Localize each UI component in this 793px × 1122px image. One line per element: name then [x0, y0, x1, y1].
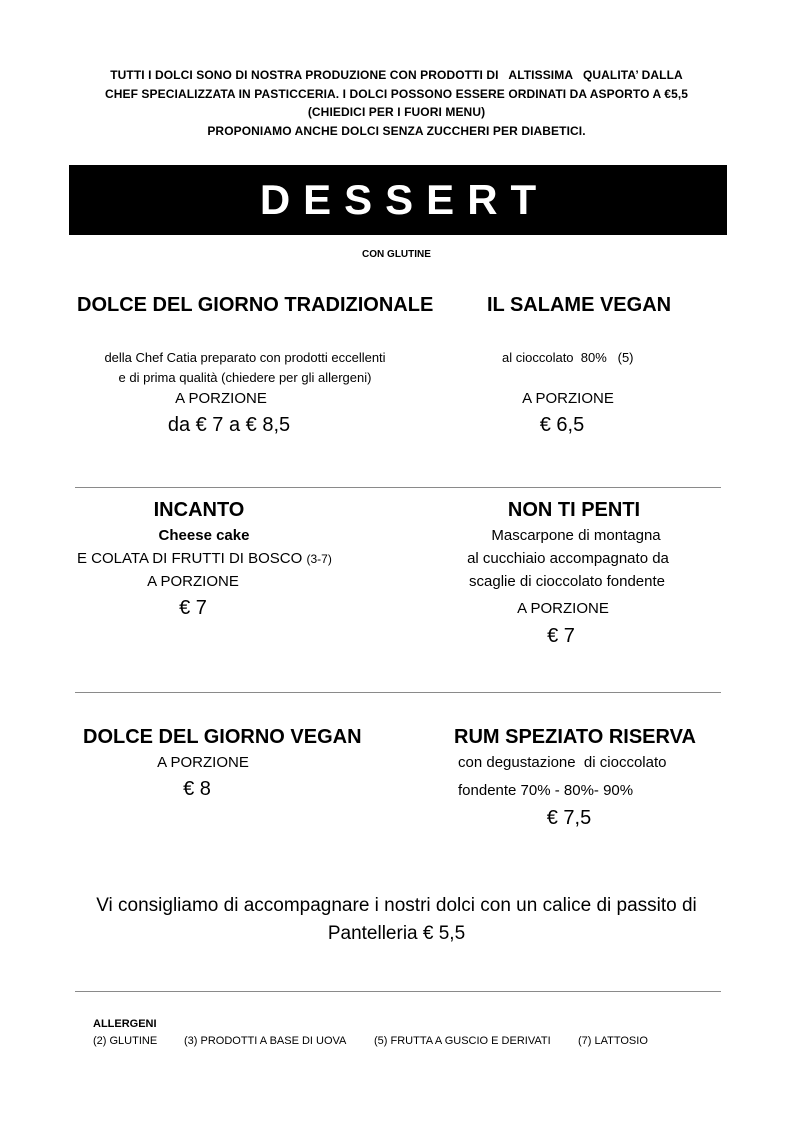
- banner-title: DESSERT: [259, 176, 550, 223]
- item-title-non-ti-penti: NON TI PENTI: [507, 499, 641, 521]
- divider-2: [75, 692, 721, 693]
- item-price-rum: € 7,5: [546, 807, 592, 829]
- item-portion-dolce-vegan: A PORZIONE: [157, 754, 249, 771]
- subcaption: CON GLUTINE: [362, 249, 431, 260]
- intro-line-2: CHEF SPECIALIZZATA IN PASTICCERIA. I DOLCI POSSONO ESSERE ORDINATI DA ASPORTO A €5,5: [104, 86, 689, 101]
- item-title-rum: RUM SPEZIATO RISERVA: [454, 726, 696, 748]
- item-desc-non-ti-penti-2: al cucchiaio accompagnato da: [467, 550, 669, 567]
- intro-line-1: TUTTI I DOLCI SONO DI NOSTRA PRODUZIONE CON PRODOTTI DI ALTISSIMA QUALITA’ DALLA: [110, 68, 683, 82]
- item-price-incanto: € 7: [179, 597, 207, 619]
- divider-1: [75, 487, 721, 488]
- dessert-banner: [69, 165, 727, 235]
- allergen-nuts: (5) FRUTTA A GUSCIO E DERIVATI: [374, 1035, 551, 1047]
- allergen-eggs: (3) PRODOTTI A BASE DI UOVA: [184, 1035, 347, 1047]
- item-portion-dolce-tradizionale: A PORZIONE: [175, 390, 267, 407]
- allergen-gluten: (2) GLUTINE: [93, 1035, 158, 1047]
- item-desc-dolce-tradizionale-1: della Chef Catia preparato con prodotti eccellenti: [104, 350, 386, 365]
- item-portion-incanto: A PORZIONE: [147, 573, 239, 590]
- item-desc-dolce-tradizionale-2: e di prima qualità (chiedere per gli allergeni): [118, 370, 372, 385]
- item-price-salame-vegan: € 6,5: [539, 414, 585, 436]
- item-price-dolce-vegan: € 8: [183, 778, 211, 800]
- intro-line-4: PROPONIAMO ANCHE DOLCI SENZA ZUCCHERI PER DIABETICI.: [207, 123, 586, 138]
- item-title-incanto: INCANTO: [153, 499, 245, 521]
- item-portion-non-ti-penti: A PORZIONE: [517, 600, 609, 617]
- intro-notice: [40, 66, 753, 140]
- item-desc-salame-vegan: al cioccolato 80% (5): [502, 350, 634, 365]
- pairing-note-line-1: Vi consigliamo di accompagnare i nostri dolci con un calice di passito di: [96, 895, 697, 916]
- item-desc-non-ti-penti-3: scaglie di cioccolato fondente: [469, 573, 665, 590]
- allergens-title: ALLERGENI: [93, 1018, 157, 1030]
- item-portion-salame-vegan: A PORZIONE: [522, 390, 614, 407]
- item-desc-non-ti-penti-1: Mascarpone di montagna: [491, 527, 661, 544]
- item-price-non-ti-penti: € 7: [547, 625, 575, 647]
- allergen-lactose: (7) LATTOSIO: [578, 1035, 648, 1047]
- intro-line-3: (CHIEDICI PER I FUORI MENU): [307, 105, 486, 119]
- divider-3: [75, 991, 721, 992]
- pairing-note-line-2: Pantelleria € 5,5: [327, 923, 466, 944]
- pairing-note: [40, 892, 753, 948]
- item-allergens-incanto: (3-7): [306, 552, 332, 566]
- item-desc-rum-1: con degustazione di cioccolato: [458, 754, 667, 771]
- item-title-dolce-tradizionale: DOLCE DEL GIORNO TRADIZIONALE: [77, 294, 434, 316]
- item-subtitle-incanto: Cheese cake: [158, 527, 250, 544]
- item-title-salame-vegan: IL SALAME VEGAN: [487, 294, 672, 316]
- item-desc-incanto: [77, 550, 332, 567]
- item-price-dolce-tradizionale: da € 7 a € 8,5: [167, 414, 291, 436]
- item-title-dolce-vegan: DOLCE DEL GIORNO VEGAN: [83, 726, 362, 748]
- item-desc-incanto-text: E COLATA DI FRUTTI DI BOSCO: [77, 550, 303, 567]
- item-desc-rum-2: fondente 70% - 80%- 90%: [458, 782, 634, 799]
